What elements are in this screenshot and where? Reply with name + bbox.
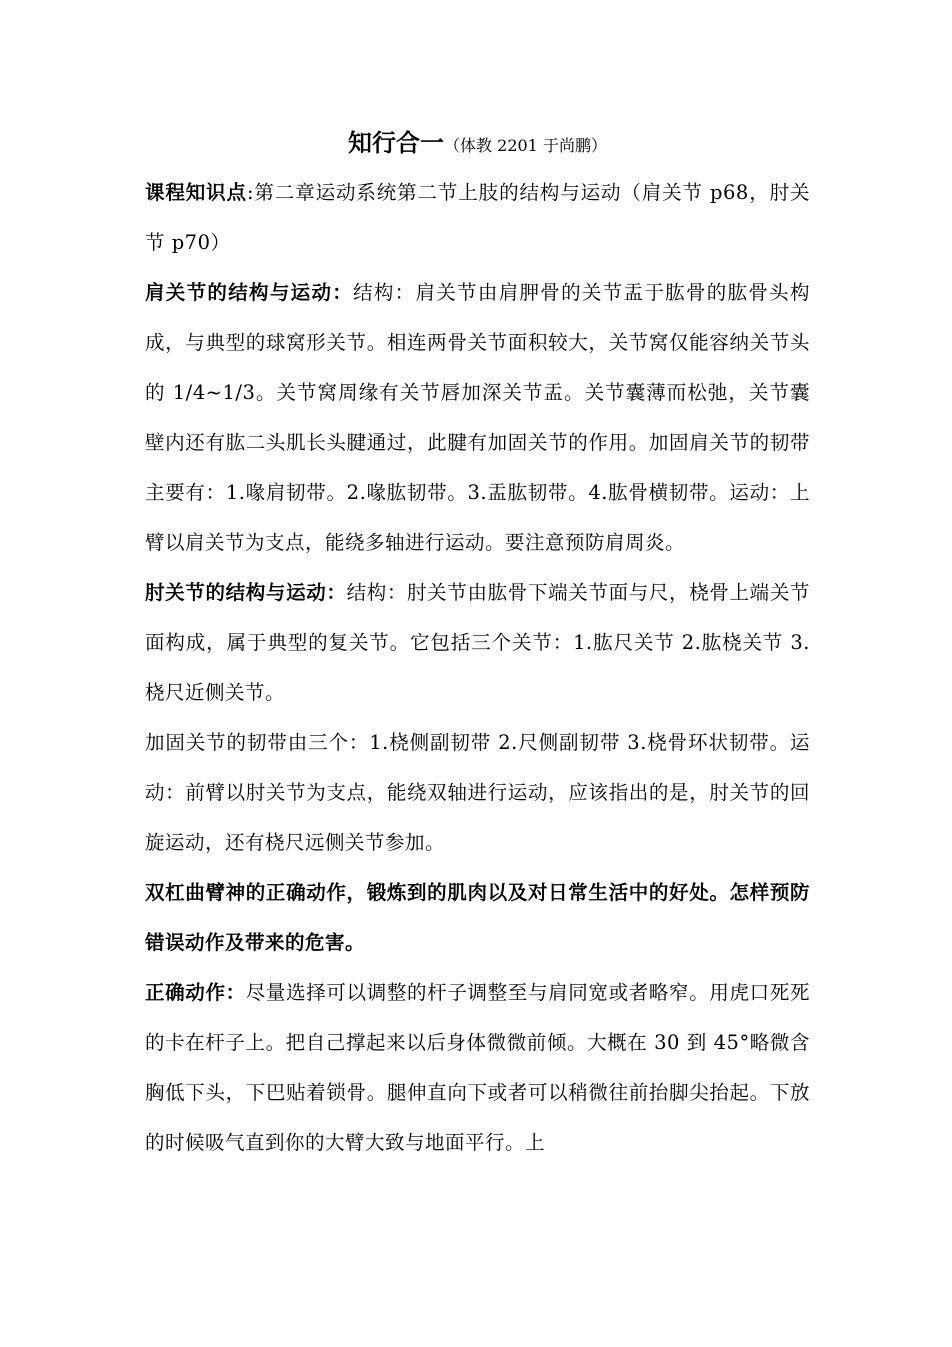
elbow-text: 结构：肘关节由肱骨下端关节面与尺，桡骨上端关节面构成，属于典型的复关节。它包括三个关节：1.肱尺关节 2.肱桡关节 3.桡尺近侧关节。 <box>145 581 810 704</box>
title-main: 知行合一 <box>348 129 445 157</box>
correct-action-text: 尽量选择可以调整的杆子调整至与肩同宽或者略窄。用虎口死死的卡在杆子上。把自己撑起来以后身体微微前倾。大概在 30 到 45°略微含胸低下头，下巴贴着锁骨。腿伸直向下或者可以稍微往前抬脚尖抬起。下放的时候吸气直到你的大臂大致与地面平行。上 <box>145 981 810 1154</box>
question-heading: 双杠曲臂神的正确动作，锻炼到的肌肉以及对日常生活中的好处。怎样预防错误动作及带来的危害。 <box>145 881 810 954</box>
elbow-label: 肘关节的结构与运动： <box>145 581 347 604</box>
course-point-text: 第二章运动系统第二节上肢的结构与运动（肩关节 p68，肘关节 p70） <box>145 181 810 254</box>
correct-action-paragraph <box>145 968 810 1168</box>
shoulder-paragraph <box>145 268 810 568</box>
course-point-label: 课程知识点 <box>145 181 247 204</box>
document-title <box>145 118 810 168</box>
course-point-colon: : <box>246 181 255 204</box>
course-point-paragraph <box>145 168 810 268</box>
ligaments-paragraph: 加固关节的韧带由三个：1.桡侧副韧带 2.尺侧副韧带 3.桡骨环状韧带。运动：前臂以肘关节为支点，能绕双轴进行运动，应该指出的是，肘关节的回旋运动，还有桡尺远侧关节参加。 <box>145 731 810 854</box>
document-body <box>145 118 810 1168</box>
shoulder-label: 肩关节的结构与运动： <box>145 281 354 304</box>
elbow-paragraph <box>145 568 810 718</box>
correct-action-label: 正确动作： <box>145 981 246 1004</box>
title-author: （体教 2201 于尚鹏） <box>444 136 607 155</box>
shoulder-text: 结构：肩关节由肩胛骨的关节盂于肱骨的肱骨头构成，与典型的球窝形关节。相连两骨关节面积较大，关节窝仅能容纳关节头的 1/4~1/3。关节窝周缘有关节唇加深关节盂。关节囊薄而松弛，关节囊壁内还有肱二头肌长头腱通过，此腱有加固关节的作用。加固肩关节的韧带主要有：1.喙肩韧带。2.喙肱韧带。3.盂肱韧带。4.肱骨横韧带。运动：上臂以肩关节为支点，能绕多轴进行运动。要注意预防肩周炎。 <box>145 281 810 554</box>
